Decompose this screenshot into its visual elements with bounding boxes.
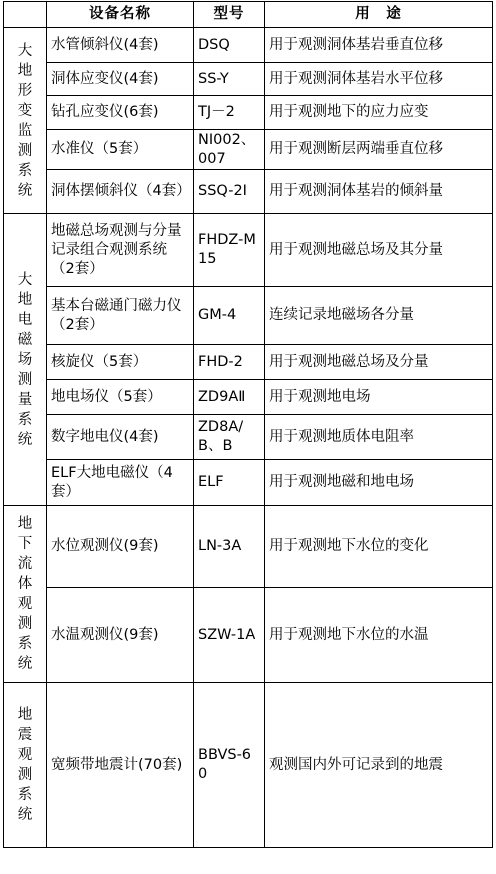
model-cell: NI002、007 bbox=[194, 130, 265, 170]
table-row bbox=[4, 28, 493, 63]
name-cell: 地磁总场观测与分量记录组合观测系统（2套） bbox=[47, 214, 194, 287]
model-cell: GM-4 bbox=[194, 287, 265, 345]
name-cell: ELF大地电磁仪（4套） bbox=[47, 460, 194, 506]
table-row bbox=[4, 588, 493, 683]
name-cell: 水准仪（5套） bbox=[47, 130, 194, 170]
header-category bbox=[4, 2, 47, 28]
model-cell: ZD9AⅡ bbox=[194, 380, 265, 415]
usage-cell: 用于观测洞体基岩垂直位移 bbox=[265, 28, 493, 63]
model-cell: BBVS-60 bbox=[194, 683, 265, 848]
category-label: 地下流体观测系统 bbox=[17, 516, 33, 672]
table-row bbox=[4, 460, 493, 506]
table-row bbox=[4, 130, 493, 170]
table-row bbox=[4, 345, 493, 380]
header-name: 设备名称 bbox=[47, 2, 194, 28]
usage-cell: 用于观测洞体基岩水平位移 bbox=[265, 63, 493, 96]
category-label: 大地电磁场测量系统 bbox=[17, 271, 33, 448]
name-cell: 地电场仪（5套） bbox=[47, 380, 194, 415]
usage-cell: 用于观测地电场 bbox=[265, 380, 493, 415]
usage-cell: 用于观测地磁总场及分量 bbox=[265, 345, 493, 380]
model-cell: SSQ-2I bbox=[194, 170, 265, 214]
usage-cell: 用于观测地质体电阻率 bbox=[265, 415, 493, 460]
table-row bbox=[4, 214, 493, 287]
usage-cell: 连续记录地磁场各分量 bbox=[265, 287, 493, 345]
category-cell bbox=[4, 28, 47, 214]
name-cell: 洞体摆倾斜仪（4套） bbox=[47, 170, 194, 214]
category-cell bbox=[4, 683, 47, 848]
model-cell: SZW-1A bbox=[194, 588, 265, 683]
model-cell: ELF bbox=[194, 460, 265, 506]
name-cell: 数字地电仪(4套) bbox=[47, 415, 194, 460]
table-row bbox=[4, 415, 493, 460]
usage-cell: 用于观测地下的应力应变 bbox=[265, 96, 493, 130]
usage-cell: 用于观测地磁总场及其分量 bbox=[265, 214, 493, 287]
table-row bbox=[4, 287, 493, 345]
table-row bbox=[4, 63, 493, 96]
name-cell: 水温观测仪(9套) bbox=[47, 588, 194, 683]
name-cell: 水管倾斜仪(4套) bbox=[47, 28, 194, 63]
category-label: 地震观测系统 bbox=[17, 707, 33, 823]
equipment-table bbox=[3, 1, 493, 848]
table-row bbox=[4, 170, 493, 214]
header-row bbox=[4, 2, 493, 28]
header-model: 型号 bbox=[194, 2, 265, 28]
model-cell: FHD-2 bbox=[194, 345, 265, 380]
model-cell: TJ－2 bbox=[194, 96, 265, 130]
usage-cell: 观测国内外可记录到的地震 bbox=[265, 683, 493, 848]
category-cell bbox=[4, 506, 47, 683]
table-row bbox=[4, 683, 493, 848]
table-row bbox=[4, 380, 493, 415]
usage-cell: 用于观测断层两端垂直位移 bbox=[265, 130, 493, 170]
usage-cell: 用于观测洞体基岩的倾斜量 bbox=[265, 170, 493, 214]
name-cell: 水位观测仪(9套) bbox=[47, 506, 194, 588]
name-cell: 钻孔应变仪(6套) bbox=[47, 96, 194, 130]
usage-cell: 用于观测地下水位的水温 bbox=[265, 588, 493, 683]
name-cell: 基本台磁通门磁力仪（2套） bbox=[47, 287, 194, 345]
table-row bbox=[4, 96, 493, 130]
model-cell: LN-3A bbox=[194, 506, 265, 588]
category-label: 大地形变监测系统 bbox=[17, 42, 33, 199]
name-cell: 洞体应变仪(4套) bbox=[47, 63, 194, 96]
table-row bbox=[4, 506, 493, 588]
usage-cell: 用于观测地磁和地电场 bbox=[265, 460, 493, 506]
model-cell: DSQ bbox=[194, 28, 265, 63]
usage-cell: 用于观测地下水位的变化 bbox=[265, 506, 493, 588]
name-cell: 核旋仪（5套） bbox=[47, 345, 194, 380]
model-cell: SS-Y bbox=[194, 63, 265, 96]
model-cell: ZD8A/B、B bbox=[194, 415, 265, 460]
model-cell: FHDZ-M15 bbox=[194, 214, 265, 287]
category-cell bbox=[4, 214, 47, 506]
header-usage: 用 途 bbox=[265, 2, 493, 28]
name-cell: 宽频带地震计(70套) bbox=[47, 683, 194, 848]
